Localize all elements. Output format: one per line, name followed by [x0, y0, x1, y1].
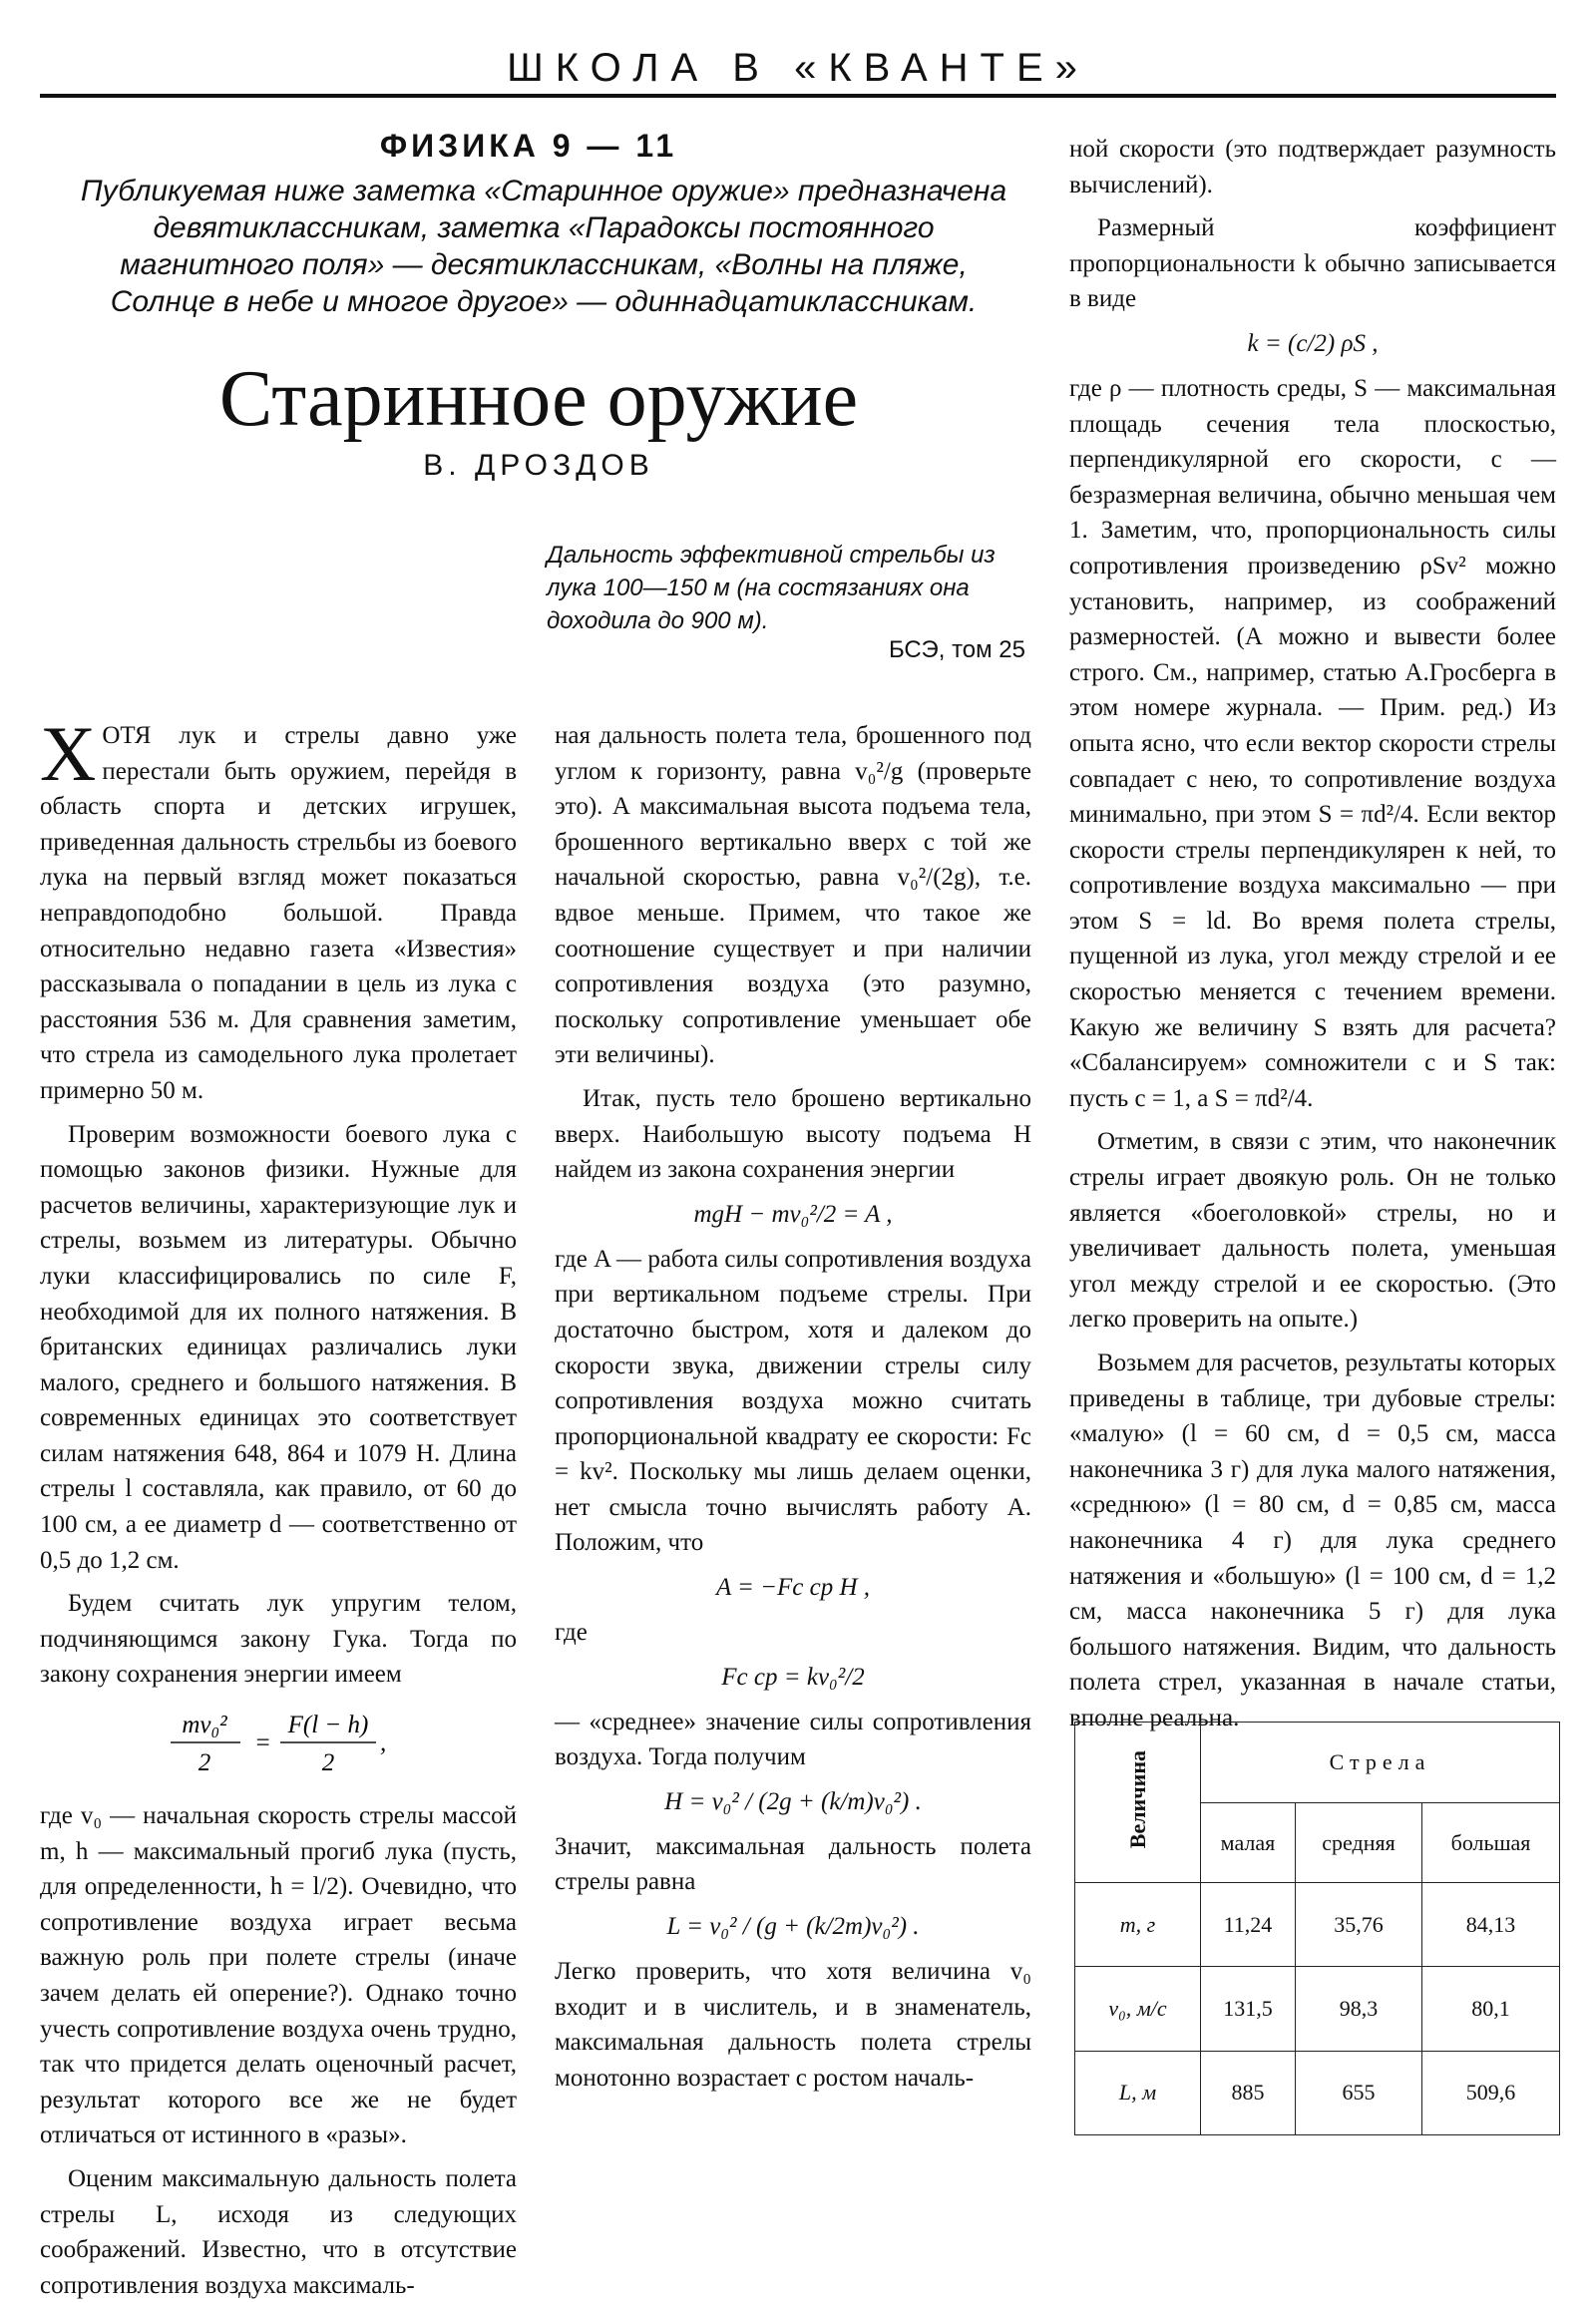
column-1 — [40, 710, 517, 2299]
equation-max-range: L = v₀² / (g + (k/2m)v₀²) . — [666, 1913, 920, 1941]
table-row — [1075, 2051, 1560, 2134]
rubric: ФИЗИКА 9 — 11 — [379, 128, 678, 164]
equation-max-height: H = v₀² / (2g + (k/m)v₀²) . — [664, 1787, 922, 1815]
paragraph: где v₀ — начальная скорость стрелы массой m, h — максимальный прогиб лука (пусть, для определенности, h = l/2). Очевидно, что сопротивление воздуха играет весьма важную роль при полете стрелы (иначе зачем делать ей оперение?). Однако точно учесть сопротивление воздуха очень трудно, так что придется делать оценочный расчет, результат которого все же не будет отличаться от истинного в «разы». — [40, 1802, 517, 2149]
table-group-header: Стрела — [1201, 1723, 1560, 1803]
table-cell: 80,1 — [1422, 1967, 1560, 2051]
table-cell: 11,24 — [1201, 1883, 1296, 1967]
equals-sign: = — [254, 1729, 271, 1757]
table-row — [1075, 1883, 1560, 1967]
paragraph: — «среднее» значение силы сопротивления воздуха. Тогда получим — [555, 1708, 1031, 1771]
equation-term: mv₀² — [182, 1712, 227, 1739]
paragraph: Возьмем для расчетов, результаты которых приведены в таблице, три дубовые стрелы: «малую» (l = 60 см, d = 0,5 см, масса наконечника 3 г) для лука малого натяжения, «среднюю» (l = 80 см, d = 0,85 см, масса наконечника 4 г) для лука среднего натяжения и «большую» (l = 100 см, d = 1,2 см, масса наконечника 5 г) для лука большого натяжения. Видим, что дальность полета стрел, указанная в начале статьи, вполне реальна. — [1069, 1349, 1556, 1731]
paragraph-text: ОТЯ лук и стрелы давно уже перестали быть оружием, перейдя в область спорта и детских игрушек, приведенная дальность стрельбы из боевого лука на первый взгляд может показаться неправдоподобно большой. Правда относительно недавно газета «Известия» рассказывала о попадании в цель из лука с расстояния 536 м. Для сравнения заметим, что стрела из самодельного лука пролетает примерно 50 м. — [40, 722, 517, 1104]
table-cell: 509,6 — [1422, 2051, 1560, 2134]
table-column-header: большая — [1422, 1803, 1560, 1883]
table-row-label: m, г — [1075, 1883, 1201, 1967]
article-author: В. ДРОЗДОВ — [423, 449, 654, 482]
table-cell: 84,13 — [1422, 1883, 1560, 1967]
comma: , — [380, 1729, 387, 1757]
equation-drag-coefficient: k = (c/2) ρS , — [1247, 329, 1379, 357]
paragraph: ная дальность полета тела, брошенного под углом к горизонту, равна v₀²/g (проверьте это). А максимальная высота подъема тела, брошенного вертикально вверх с той же начальной скоростью, равна v₀²/(2g), т.е. вдвое меньше. Примем, что такое же соотношение существует и при наличии сопротивления воздуха (это разумно, поскольку сопротивление уменьшает обе эти величины). — [555, 722, 1031, 1069]
epigraph-text: Дальность эффективной стрельбы из лука 100—150 м (на состязаниях она доходила до 900 м). — [547, 542, 996, 634]
equation-term: 2 — [321, 1749, 335, 1777]
equation-energy-graphic — [159, 1705, 398, 1778]
equation-work: A = −Fс ср H , — [715, 1574, 871, 1602]
table-corner-label: Величина — [1124, 1749, 1150, 1849]
paragraph: Оценим максимальную дальность полета стрелы L, исходя из следующих соображений. Известно, что в отсутствие сопротивления воздуха максималь- — [40, 2164, 517, 2299]
table-cell: 98,3 — [1295, 1967, 1421, 2051]
table-corner-cell — [1075, 1723, 1201, 1883]
table-header-row — [1075, 1723, 1560, 1803]
intro-note: Публикуемая ниже заметка «Старинное оружие» предназначена девятиклассникам, заметка «Парадоксы постоянного магнитного поля» — десятиклассникам, «Волны на пляже, Солнце в небе и многое другое» — одиннадцатиклассникам. — [80, 175, 1007, 318]
paragraph: где — [555, 1619, 588, 1647]
equation-energy — [40, 1705, 517, 1786]
results-table — [1074, 1722, 1560, 2135]
equation-term: F(l − h) — [287, 1712, 369, 1739]
table-column-header: средняя — [1295, 1803, 1421, 1883]
column-2 — [555, 718, 1031, 2184]
table-cell: 35,76 — [1295, 1883, 1421, 1967]
equation-mean-force: Fс ср = kv₀²/2 — [721, 1663, 865, 1691]
table-cell: 655 — [1295, 2051, 1421, 2134]
table-cell: 131,5 — [1201, 1967, 1296, 2051]
table-column-header: малая — [1201, 1803, 1296, 1883]
paragraph: где ρ — плотность среды, S — максимальная площадь сечения тела плоскостью, перпендикулярной его скорости, c — безразмерная величина, обычно меньшая чем 1. Заметим, что, пропорциональность силы сопротивления произведению ρSv² можно установить, например, из соображений размерностей. (А можно и вывести более строго. См., например, статью А.Гросберга в этом номере журнала. — Прим. ред.) Из опыта ясно, что если вектор скорости стрелы совпадает с нею, то сопротивление воздуха минимально, при этом S = πd²/4. Если вектор скорости стрелы перпендикулярен к ней, то сопротивление воздуха максимально — при этом S = ld. Во время полета стрелы, пущенной из лука, угол между стрелой и ее скоростью меняется с течением времени. Какую же величину S взять для расчета? «Сбалансируем» сомножители c и S так: пусть c = 1, а S = πd²/4. — [1069, 374, 1556, 1112]
header-rule — [40, 94, 1556, 98]
epigraph-source: БСЭ, том 25 — [888, 636, 1025, 663]
paragraph: Будем считать лук упругим телом, подчиняющимся закону Гука. Тогда по закону сохранения энергии имеем — [40, 1590, 517, 1689]
running-head: ШКОЛА В «КВАНТЕ» — [507, 46, 1089, 90]
paragraph: где A — работа силы сопротивления воздуха при вертикальном подъеме стрелы. При достаточно быстром, хотя и далеком до скорости звука, движении стрелы силу сопротивления воздуха можно считать пропорциональной квадрату ее скорости: Fс = kv². Поскольку мы лишь делаем оценки, нет смысла точно вычислять работу A. Положим, что — [555, 1245, 1031, 1557]
article-title: Старинное оружие — [218, 355, 859, 443]
table-row-label: v₀, м/с — [1075, 1967, 1201, 2051]
drop-cap: Х — [40, 710, 97, 797]
paragraph: Значит, максимальная дальность полета стрелы равна — [555, 1832, 1031, 1896]
paragraph — [40, 710, 517, 1109]
column-3 — [1069, 132, 1556, 1731]
table-row-label: L, м — [1075, 2051, 1201, 2134]
table-row — [1075, 1967, 1560, 2051]
paragraph: ной скорости (это подтверждает разумность вычислений). — [1069, 136, 1556, 198]
paragraph: Итак, пусть тело брошено вертикально вверх. Наибольшую высоту подъема H найдем из закона сохранения энергии — [555, 1084, 1031, 1184]
table-cell: 885 — [1201, 2051, 1296, 2134]
equation-height-energy: mgH − mv₀²/2 = A , — [693, 1200, 893, 1228]
paragraph: Размерный коэффициент пропорциональности k обычно записывается в виде — [1069, 214, 1556, 313]
paragraph: Отметим, в связи с этим, что наконечник стрелы играет двоякую роль. Он не только является «боеголовкой» стрелы, но и увеличивает дальность полета, уменьшая угол между стрелой и ее скоростью. (Это легко проверить на опыте.) — [1069, 1128, 1556, 1334]
paragraph: Проверим возможности боевого лука с помощью законов физики. Нужные для расчетов величины, характеризующие лук и стрелы, возьмем из литературы. Обычно луки классифицировались по силе F, необходимой для их полного натяжения. В британских единицах различались луки малого, среднего и большого натяжения. В современных единицах это соответствует силам натяжения 648, 864 и 1079 Н. Длина стрелы l составляла, как правило, от 60 до 100 см, а ее диаметр d — соответственно от 0,5 до 1,2 см. — [40, 1120, 517, 1574]
paragraph: Легко проверить, что хотя величина v₀ входит и в числитель, и в знаменатель, максимальная дальность полета стрелы монотонно возрастает с ростом началь- — [555, 1958, 1031, 2092]
equation-term: 2 — [198, 1749, 211, 1777]
